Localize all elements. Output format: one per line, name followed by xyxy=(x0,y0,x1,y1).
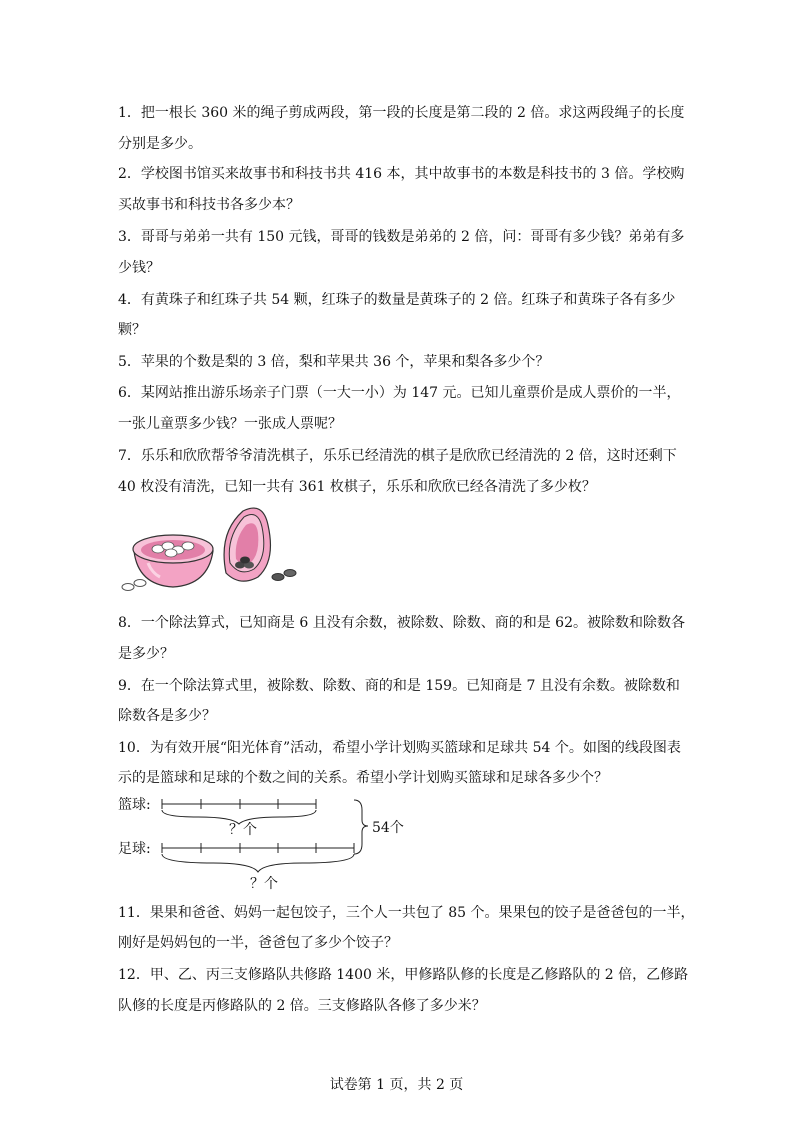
total-label: 54个 xyxy=(372,820,404,836)
q9-line2: 除数各是多少？ xyxy=(118,708,216,724)
q3-line1: 3．哥哥与弟弟一共有 150 元钱，哥哥的钱数是弟弟的 2 倍，问：哥哥有多少钱？弟弟有多 xyxy=(118,229,685,245)
basketball-unknown: ？个 xyxy=(229,822,257,838)
q1-line1: 1．把一根长 360 米的绳子剪成两段，第一段的长度是第二段的 2 倍。求这两段绳子的长度 xyxy=(118,105,685,121)
q8-line1: 8．一个除法算式，已知商是 6 且没有余数，被除数、除数、商的和是 62。被除数和除数各 xyxy=(118,615,685,631)
football-brace xyxy=(162,854,354,872)
bowls-illustration xyxy=(118,503,308,595)
q2-line1: 2．学校图书馆买来故事书和科技书共 416 本，其中故事书的本数是科技书的 3 倍。学校购 xyxy=(118,166,685,182)
segment-diagram xyxy=(118,792,418,896)
total-brace xyxy=(354,800,368,854)
page-footer: 试卷第 1 页，共 2 页 xyxy=(329,1077,464,1093)
basketball-label: 篮球: xyxy=(118,797,151,813)
q7-line1: 7．乐乐和欣欣帮爷爷清洗棋子，乐乐已经清洗的棋子是欣欣已经清洗的 2 倍，这时还剩下 xyxy=(118,448,677,464)
piece-icon xyxy=(284,570,296,577)
piece-icon xyxy=(134,580,146,587)
q11-line1: 11．果果和爸爸、妈妈一起包饺子，三个人一共包了 85 个。果果包的饺子是爸爸包的一半， xyxy=(118,905,695,921)
q10-line2: 示的是篮球和足球的个数之间的关系。希望小学计划购买篮球和足球各多少个？ xyxy=(118,770,608,786)
q7-line2: 40 枚没有清洗，已知一共有 361 枚棋子，乐乐和欣欣已经各清洗了多少枚？ xyxy=(118,479,596,495)
football-unknown: ？个 xyxy=(250,876,278,892)
q1-line2: 分别是多少。 xyxy=(118,136,202,152)
left-bowl-icon xyxy=(133,535,213,587)
q12-line2: 队修的长度是丙修路队的 2 倍。三支修路队各修了多少米？ xyxy=(118,998,486,1014)
right-bowl-icon xyxy=(224,508,270,581)
q10-line1: 10．为有效开展“阳光体育”活动，希望小学计划购买篮球和足球共 54 个。如图的线段图表 xyxy=(118,740,681,756)
q8-line2: 是多少？ xyxy=(118,646,174,662)
q12-line1: 12．甲、乙、丙三支修路队共修路 1400 米，甲修路队修的长度是乙修路队的 2 倍，乙修路 xyxy=(118,967,689,983)
piece-icon xyxy=(272,574,284,581)
q6-line2: 一张儿童票多少钱？一张成人票呢？ xyxy=(118,416,342,432)
q4-line2: 颗？ xyxy=(118,322,146,338)
q3-line2: 少钱？ xyxy=(118,260,160,276)
q6-line1: 6．某网站推出游乐场亲子门票（一大一小）为 147 元。已知儿童票价是成人票价的一半， xyxy=(118,385,681,401)
football-label: 足球: xyxy=(118,841,151,857)
piece-icon xyxy=(122,584,134,591)
q9-line1: 9．在一个除法算式里，被除数、除数、商的和是 159。已知商是 7 且没有余数。被除数和 xyxy=(118,678,680,694)
q11-line2: 刚好是妈妈包的一半，爸爸包了多少个饺子？ xyxy=(118,935,398,951)
q5-line1: 5．苹果的个数是梨的 3 倍，梨和苹果共 36 个，苹果和梨各多少个？ xyxy=(118,354,550,370)
q2-line2: 买故事书和科技书各多少本？ xyxy=(118,197,300,213)
q4-line1: 4．有黄珠子和红珠子共 54 颗，红珠子的数量是黄珠子的 2 倍。红珠子和黄珠子各有多少 xyxy=(118,292,676,308)
